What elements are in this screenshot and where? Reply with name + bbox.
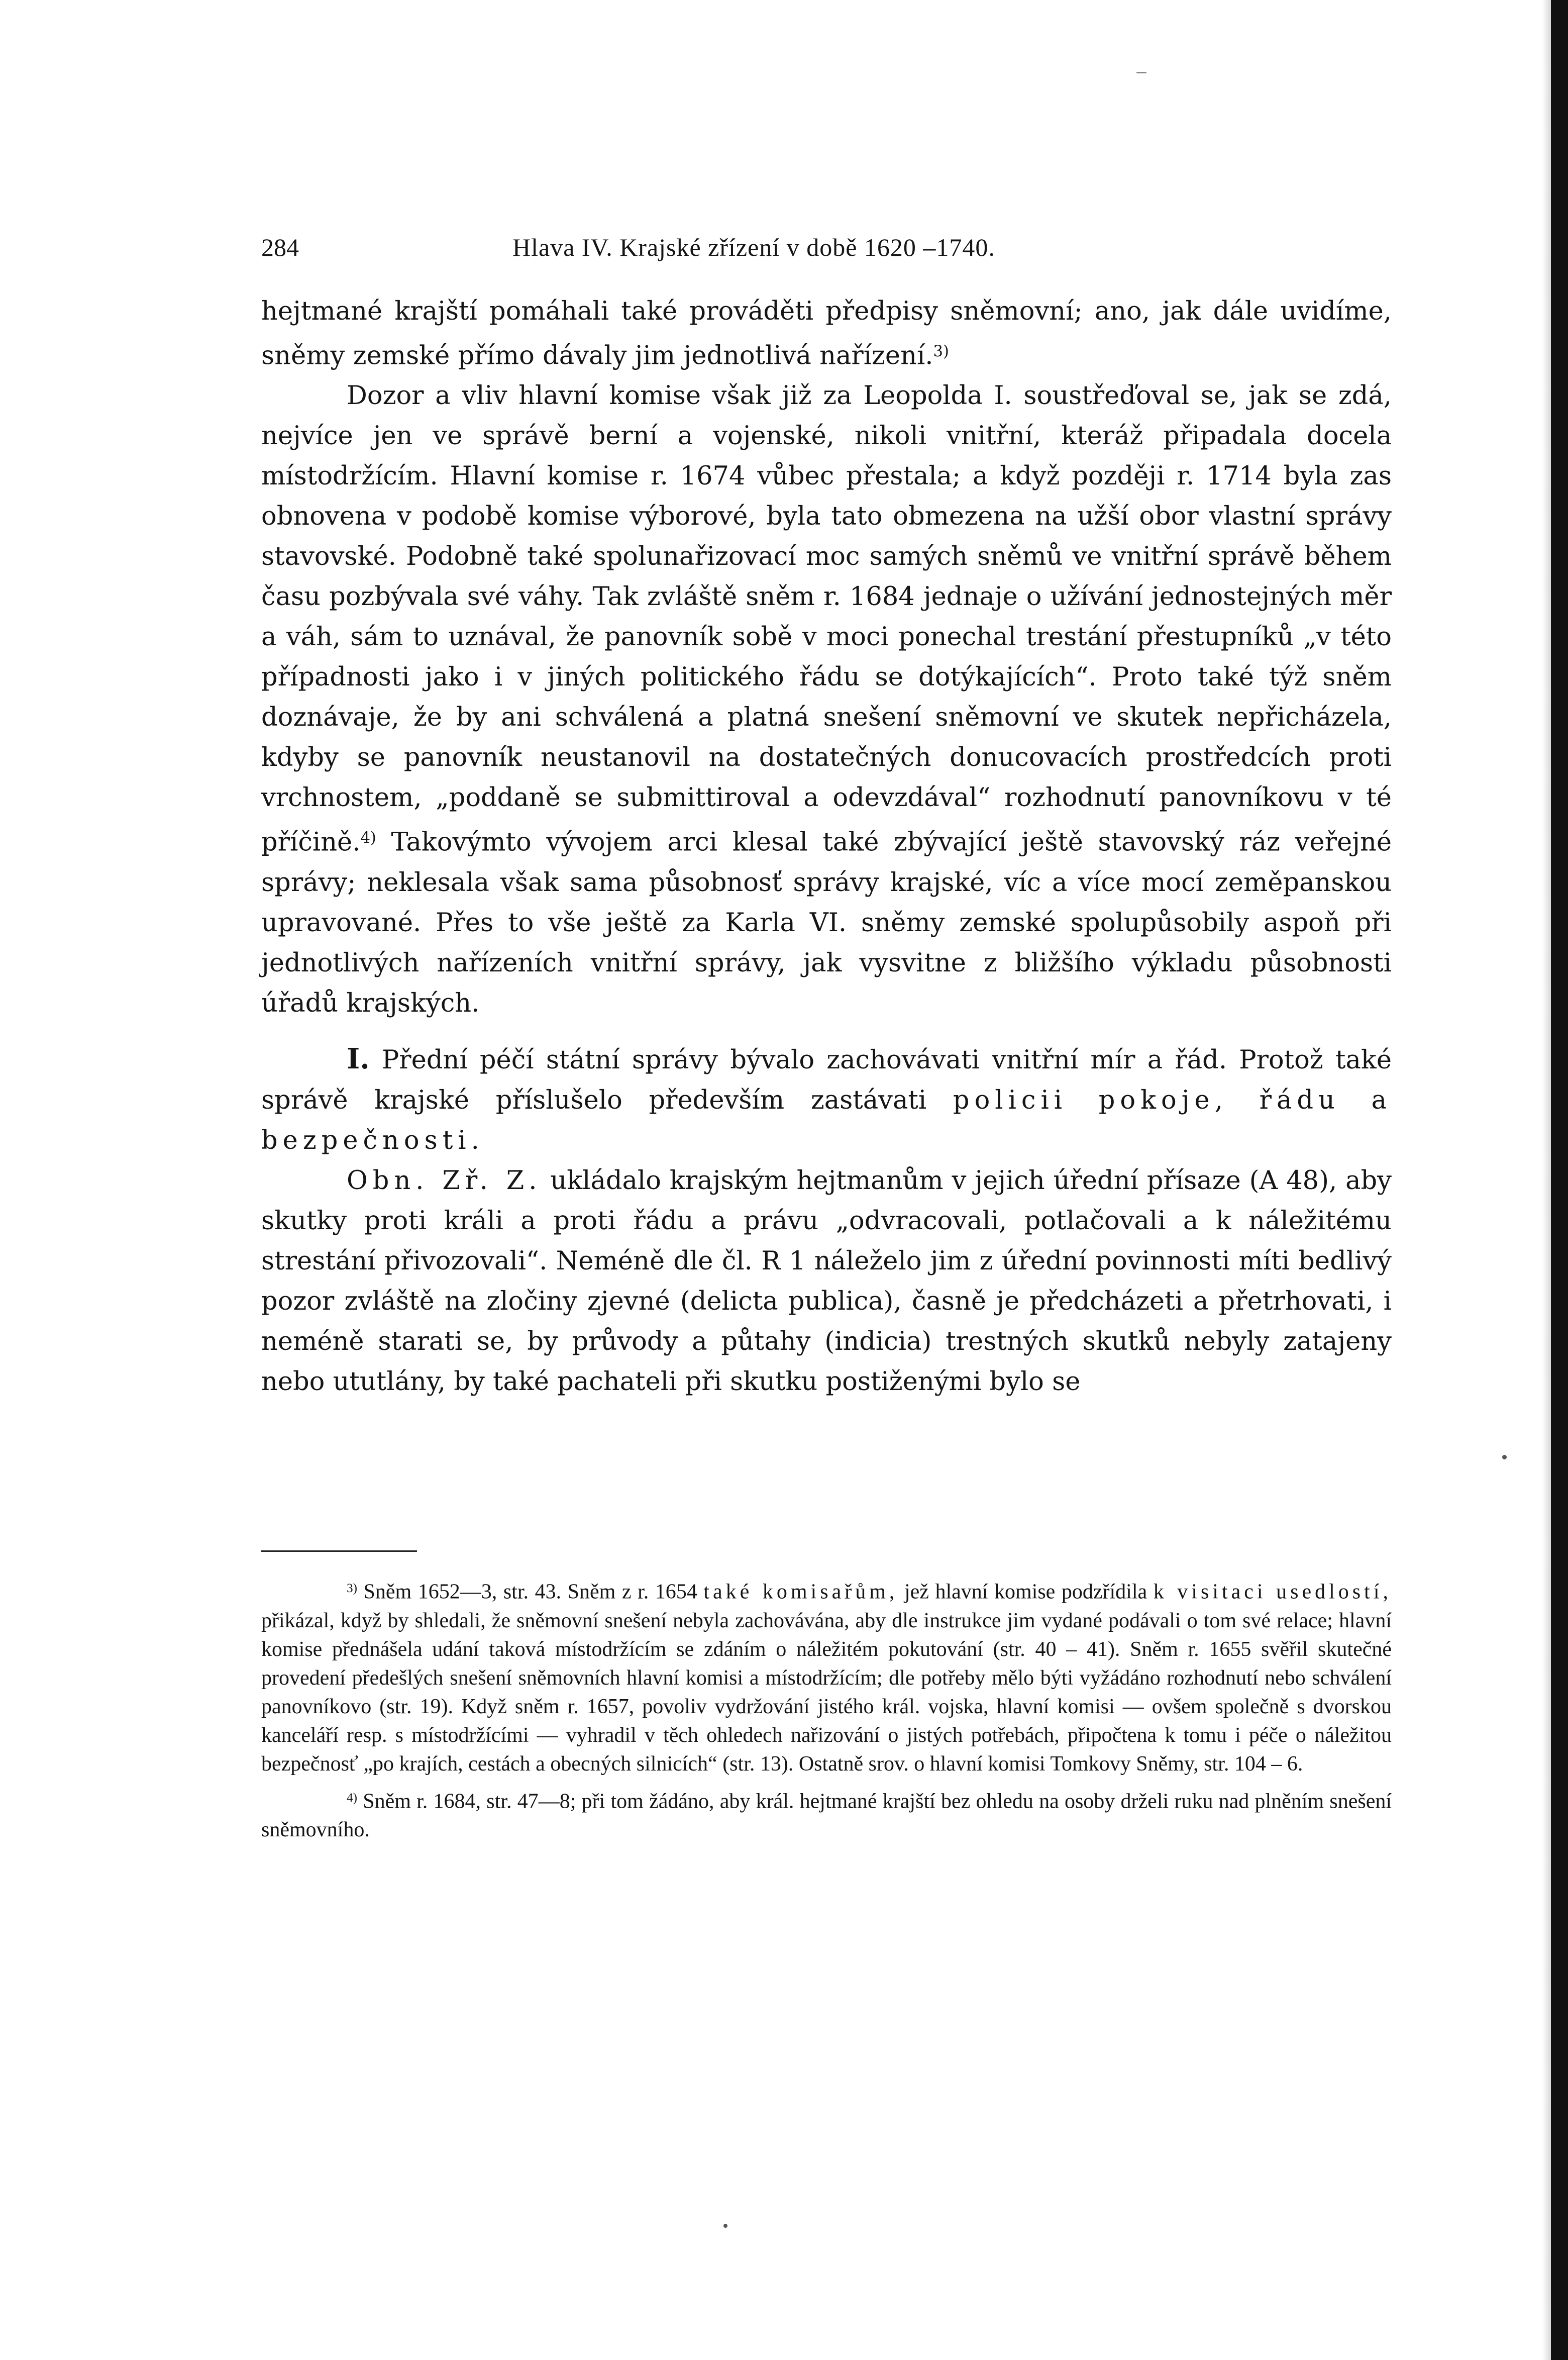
- scan-speck: [723, 2224, 727, 2228]
- scan-speck: [1502, 1455, 1507, 1459]
- paragraph-3-text: Přední péčí státní správy bývalo zachovávati vnitřní mír a řád. Protož také správě krajské příslušelo především zastávati: [261, 1045, 1392, 1115]
- page-number: 284: [261, 233, 299, 261]
- paragraph-2-text: Dozor a vliv hlavní komise však již za Leopolda I. soustřeďoval se, jak se zdá, nejvíce jen ve správě berní a vojenské, nikoli vnitřní, kteráž připadala docela místodržícím. Hlavní komise r. 1674 vůbec přestala; a když později r. 1714 byla zas obnovena v podobě komise výborové, byla tato obmezena na užší obor vlastní správy stavovské. Podobně také spolunařizovací moc samých sněmů ve vnitřní správě během času pozbývala své váhy. Tak zvláště sněm r. 1684 jednaje o užívání jednostejných měr a váh, sám to uznával, že panovník sobě v moci ponechal trestání přestupníků „v této případnosti jako i v jiných politického řádu se dotýkajících“. Proto také týž sněm doznávaje, že by ani schválená a platná snešení sněmovní ve skutek nepřicházela, kdyby se panovník neustanovil na dostatečných donucovacích prostředcích proti vrchnostem, „poddaně se submittiroval a odevzdával“ rozhodnutí panovníkovu v té příčině.: [261, 381, 1392, 857]
- scan-speck: [1136, 72, 1146, 73]
- page-edge: [1551, 0, 1568, 2360]
- footnote-4-marker: 4): [347, 1791, 357, 1805]
- footnote-3-emphasis-visitaci: k visitaci usedlostí,: [1153, 1580, 1392, 1604]
- paragraph-continuation: [261, 291, 1392, 376]
- running-head: [261, 227, 1392, 267]
- footnote-separator: [261, 1550, 417, 1552]
- main-text: [261, 291, 1392, 1402]
- chapter-title: Hlava IV. Krajské zřízení v době 1620 –1740.: [512, 233, 995, 261]
- paragraph-dozor: [261, 376, 1392, 1023]
- footnote-3-text-c: přikázal, když by shledali, že sněmovní snešení nebyla zachovávána, aby dle instrukce jim vydané podávali o tom své relace; hlavní komise přednášela udání taková místodržícím se zdáním o náležitém pokutování (str. 40 – 41). Sněm r. 1655 svěřil skutečné provedení předešlých snešení sněmovních hlavní komisi a místodržícím; dle potřeby mělo býti vyžádáno rozhodnutí nebo schválení panovníkovo (str. 19). Když sněm r. 1657, povoliv vydržování jistého král. vojska, hlavní komisi — ovšem společně s dvorskou kanceláří resp. s místodržícími — vyhradil v těch ohledech nařizování o jistých potřebách, připočtena k tomu i péče o náležitou bezpečnosť „po krajích, cestách a obecných silnicích“ (str. 13). Ostatně srov. o hlavní komisi Tomkovy Sněmy, str. 104 – 6.: [261, 1609, 1392, 1776]
- footnote-4: [261, 1784, 1392, 1845]
- footnote-3-marker: 3): [347, 1582, 357, 1595]
- footnote-3-text-b: jež hlavní komise podzřídila: [904, 1580, 1147, 1604]
- footnotes: [261, 1574, 1392, 1844]
- footnote-4-text: Sněm r. 1684, str. 47—8; při tom žádáno, aby král. hejtmané krajští bez ohledu na osoby drželi ruku nad plněním snešení sněmovního.: [261, 1790, 1392, 1842]
- paragraph-obn-zr: [261, 1161, 1392, 1402]
- footnote-ref-4: 4): [360, 829, 376, 847]
- paragraph-4-text: ukládalo krajským hejtmanům v jejich úřední přísaze (A 48), aby skutky proti králi a proti řádu a právu „odvracovali, potlačovali a k náležitému strestání přivozovali“. Neméně dle čl. R 1 náleželo jim z úřední povinnosti míti bedlivý pozor zvláště na zločiny zjevné (delicta publica), časně je předcházeti a přetrhovati, i neméně starati se, by průvody a půtahy (indicia) trestných skutků nebyly zatajeny nebo ututlány, by také pachateli při skutku postiženými bylo se: [261, 1165, 1392, 1397]
- paragraph-section-1: [261, 1039, 1392, 1161]
- footnote-3-text-a: Sněm 1652—3, str. 43. Sněm z r. 1654: [363, 1580, 697, 1604]
- paragraph-1-text: hejtmané krajští pomáhali také prováděti předpisy sněmovní; ano, jak dále uvidíme, sněmy zemské přímo dávaly jim jednotlivá nařízení.: [261, 297, 1392, 371]
- emphasis-policii: policii pokoje, řádu a bezpečnosti.: [261, 1085, 1392, 1155]
- footnote-3-emphasis-komisarum: také komisařům,: [703, 1580, 898, 1604]
- footnote-3: [261, 1574, 1392, 1779]
- footnote-ref-3: 3): [933, 343, 949, 360]
- page-edge-shadow: [1542, 0, 1551, 2360]
- paragraph-2-tail: Takovýmto vývojem arci klesal také zbývající ještě stavovský ráz veřejné správy; neklesala však sama působnosť správy krajské, víc a více mocí zeměpanskou upravované. Přes to vše ještě za Karla VI. sněmy zemské spolupůsobily aspoň při jednotlivých nařízeních vnitřní správy, jak vysvitne z bližšího výkladu působnosti úřadů krajských.: [261, 827, 1392, 1018]
- section-number: I.: [347, 1042, 370, 1075]
- emphasis-obn-zr-z: Obn. Zř. Z.: [347, 1165, 542, 1196]
